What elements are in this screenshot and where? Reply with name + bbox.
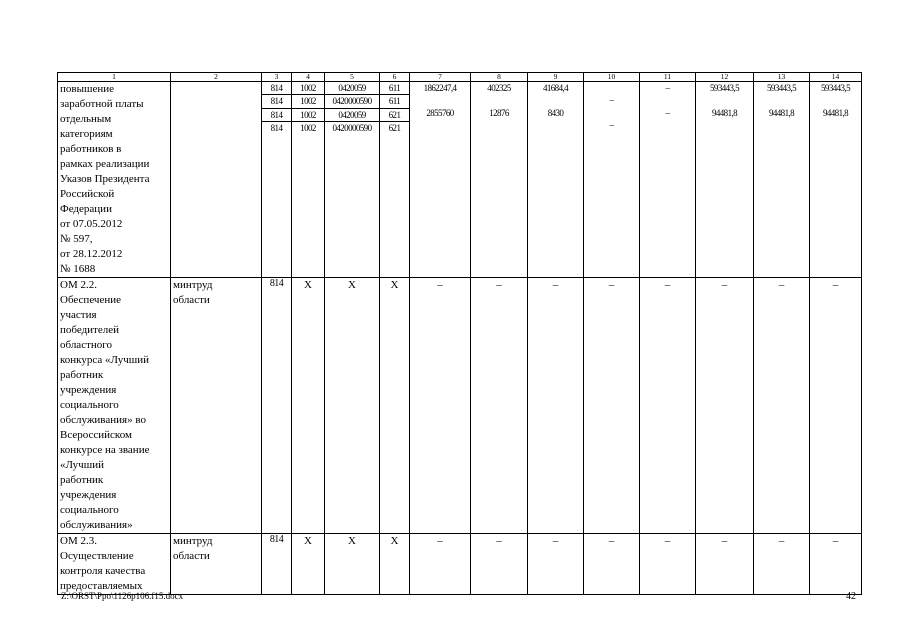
text-line: рамках реализации	[60, 158, 150, 170]
row1-col6	[380, 82, 410, 278]
row2-col14: –	[810, 278, 862, 534]
text-line: предоставляемых	[60, 580, 143, 592]
text-line: минтруд	[173, 279, 213, 291]
text-line: Указов Президента	[60, 173, 150, 185]
cell-value: 621	[380, 109, 409, 122]
row1-col4	[292, 82, 325, 278]
cell-value: –	[609, 95, 614, 106]
cell-value: 814	[270, 122, 283, 133]
text-line: работников в	[60, 143, 122, 155]
row3-description	[58, 534, 171, 595]
column-number: 3	[262, 73, 292, 82]
text-line: социального	[60, 399, 119, 411]
text-line: категориям	[60, 128, 113, 140]
row2-col3: 814	[262, 278, 292, 534]
text-line: участия	[60, 309, 97, 321]
row2-description	[58, 278, 171, 534]
text-line: работник	[60, 474, 104, 486]
cell-value: 1002	[292, 95, 324, 108]
cell-value	[810, 119, 861, 131]
cell-value: 8430	[547, 107, 564, 118]
cell-value	[754, 94, 809, 106]
text-line: Федерации	[60, 203, 112, 215]
cell-value	[410, 119, 470, 131]
row3-col5: Х	[325, 534, 380, 595]
cell-value	[471, 94, 527, 106]
cell-value: 94481,8	[768, 107, 795, 118]
text-line: ОМ 2.3.	[60, 535, 97, 547]
column-number: 7	[410, 73, 471, 82]
cell-value: 1002	[292, 109, 324, 122]
row3-col3: 814	[262, 534, 292, 595]
row2-col8: –	[471, 278, 528, 534]
column-number: 12	[696, 73, 754, 82]
table-row	[58, 534, 862, 595]
text-line: учреждения	[60, 489, 117, 501]
row3-col10: –	[584, 534, 640, 595]
column-number: 1	[58, 73, 171, 82]
budget-table	[57, 72, 862, 595]
text-line: социального	[60, 504, 119, 516]
row2-col12: –	[696, 278, 754, 534]
row1-col3	[262, 82, 292, 278]
text-line: области	[173, 550, 210, 562]
row1-col8	[471, 82, 528, 278]
row2-col4: Х	[292, 278, 325, 534]
text-line: повышение	[60, 83, 114, 95]
column-number: 9	[528, 73, 584, 82]
cell-value: 1002	[292, 82, 324, 95]
cell-value	[410, 94, 470, 106]
text-line: № 1688	[60, 263, 96, 275]
cell-value: 593443,5	[767, 83, 796, 93]
text-line: конкурсе на звание	[60, 444, 150, 456]
column-number: 4	[292, 73, 325, 82]
column-number-row	[58, 73, 862, 82]
column-number: 11	[640, 73, 696, 82]
text-line: отдельным	[60, 113, 112, 125]
cell-value: 611	[380, 82, 409, 95]
text-line: контроля качества	[60, 565, 146, 577]
row1-col7	[410, 82, 471, 278]
row1-responsible	[171, 82, 262, 278]
text-line: Всероссийском	[60, 429, 132, 441]
cell-value: 94481,8	[711, 107, 738, 118]
cell-value	[640, 94, 695, 106]
cell-value: –	[609, 119, 614, 130]
cell-value	[471, 119, 527, 131]
column-number: 6	[380, 73, 410, 82]
cell-value	[810, 94, 861, 106]
column-number: 5	[325, 73, 380, 82]
text-line: заработной платы	[60, 98, 144, 110]
page-number: 42	[846, 591, 856, 602]
text-line: от 28.12.2012	[60, 248, 123, 260]
text-line: Осуществление	[60, 550, 134, 562]
cell-value	[528, 119, 583, 131]
text-line: обслуживания» во	[60, 414, 146, 426]
row2-col11: –	[640, 278, 696, 534]
text-line: победителей	[60, 324, 120, 336]
row3-col8: –	[471, 534, 528, 595]
cell-value: –	[665, 83, 670, 93]
row1-col11	[640, 82, 696, 278]
text-line: области	[173, 294, 210, 306]
text-line: Российской	[60, 188, 115, 200]
row1-col9	[528, 82, 584, 278]
row2-col13: –	[754, 278, 810, 534]
row3-col14: –	[810, 534, 862, 595]
cell-value: 593443,5	[821, 83, 850, 93]
cell-value: 1002	[300, 122, 316, 133]
row3-col12: –	[696, 534, 754, 595]
row3-col11: –	[640, 534, 696, 595]
cell-value: 2855760	[426, 107, 454, 118]
text-line: конкурса «Лучший	[60, 354, 149, 366]
cell-value: 12876	[489, 107, 509, 118]
text-line: учреждения	[60, 384, 117, 396]
text-line: обслуживания»	[60, 519, 133, 531]
cell-value	[640, 119, 695, 131]
table-row	[58, 82, 862, 278]
row2-col5: Х	[325, 278, 380, 534]
cell-value	[584, 82, 639, 94]
cell-value: 94481,8	[822, 107, 849, 118]
cell-value: 0420000590	[325, 95, 379, 108]
row1-col12	[696, 82, 754, 278]
text-line: работник	[60, 369, 104, 381]
cell-value	[584, 107, 639, 119]
row1-col13	[754, 82, 810, 278]
row1-description	[58, 82, 171, 278]
row2-col6: Х	[380, 278, 410, 534]
cell-value: 41684,4	[542, 83, 569, 93]
cell-value: 814	[262, 82, 291, 95]
text-line: Обеспечение	[60, 294, 121, 306]
text-line: от 07.05.2012	[60, 218, 123, 230]
row3-col7: –	[410, 534, 471, 595]
column-number: 10	[584, 73, 640, 82]
cell-value	[754, 119, 809, 131]
row3-responsible	[171, 534, 262, 595]
row1-col10	[584, 82, 640, 278]
table-row	[58, 278, 862, 534]
row3-col13: –	[754, 534, 810, 595]
text-line: областного	[60, 339, 113, 351]
text-line: № 597,	[60, 233, 93, 245]
cell-value	[528, 94, 583, 106]
cell-value: 621	[388, 122, 401, 133]
row3-col4: Х	[292, 534, 325, 595]
cell-value: 814	[262, 109, 291, 122]
column-number: 8	[471, 73, 528, 82]
cell-value: 0420000590	[332, 122, 372, 133]
cell-value: 1862247,4	[423, 83, 457, 93]
column-number: 13	[754, 73, 810, 82]
text-line: «Лучший	[60, 459, 104, 471]
cell-value: 402325	[487, 83, 511, 93]
cell-value: 611	[380, 95, 409, 108]
row2-col7: –	[410, 278, 471, 534]
column-number: 2	[171, 73, 262, 82]
cell-value: –	[665, 107, 670, 118]
row1-col5	[325, 82, 380, 278]
row1-col14	[810, 82, 862, 278]
text-line: минтруд	[173, 535, 213, 547]
row2-responsible	[171, 278, 262, 534]
file-path: Z:\ORST\Ppo\1126p106.f15.docx	[61, 591, 184, 601]
row2-col9: –	[528, 278, 584, 534]
column-number: 14	[810, 73, 862, 82]
cell-value: 593443,5	[710, 83, 739, 93]
cell-value: 814	[262, 95, 291, 108]
cell-value	[696, 119, 753, 131]
cell-value: 0420059	[325, 109, 379, 122]
row3-col6: Х	[380, 534, 410, 595]
cell-value	[696, 94, 753, 106]
row2-col10: –	[584, 278, 640, 534]
cell-value: 0420059	[325, 82, 379, 95]
row3-col9: –	[528, 534, 584, 595]
text-line: ОМ 2.2.	[60, 279, 97, 291]
